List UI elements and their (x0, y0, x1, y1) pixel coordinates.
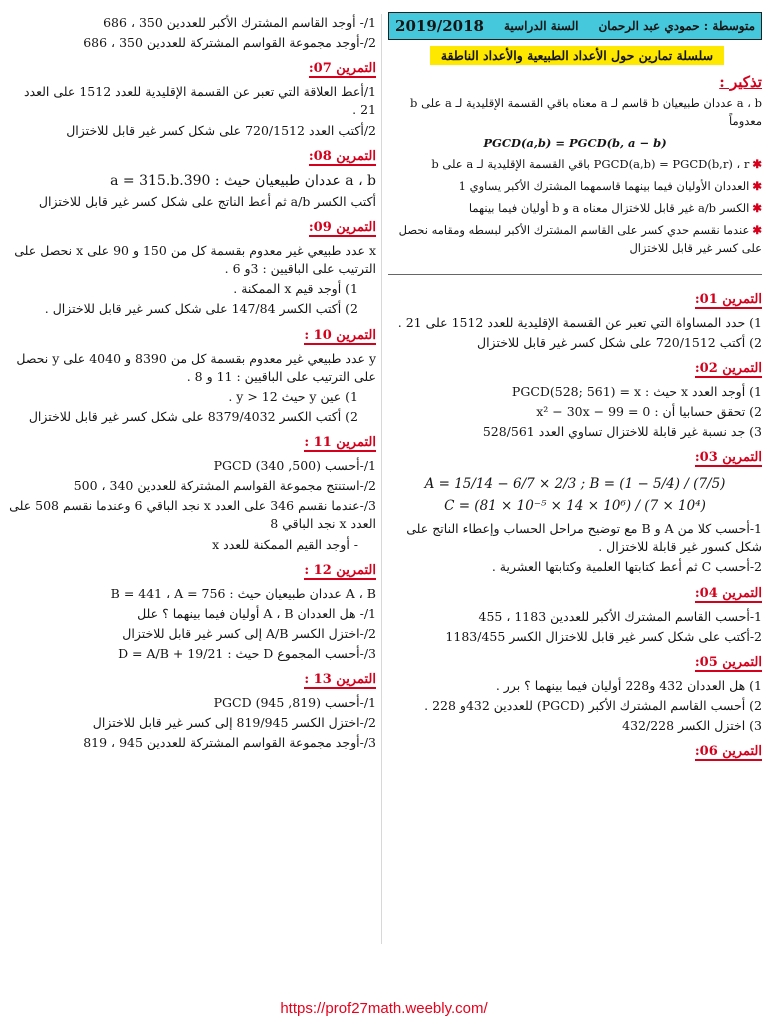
exercise-line: 2) أكتب 720/1512 على شكل كسر غير قابل للاختزال (477, 334, 762, 350)
exercise-line: 1) أوجد العدد x حيث : PGCD(528; 561) = x (511, 383, 762, 399)
exercise-02 (388, 354, 762, 441)
reminder-line: a ، b عددان طبيعيان b قاسم لـ a معناه باقي القسمة الإقليدية لـ a على b معدوماً (410, 96, 762, 128)
exercise-title: التمرين 09: (308, 220, 376, 236)
exercise-title: التمرين 05: (694, 654, 762, 670)
left-column (6, 12, 376, 755)
exercise-line: 3/-أوجد مجموعة القواسم المشتركة للعددين 945 ، 819 (83, 735, 376, 751)
exercise-06-items (6, 14, 376, 52)
exercise-line: 1/أعط العلاقة التي تعبر عن القسمة الإقليدية للعدد 1512 على العدد 21 . (23, 84, 376, 118)
exercise-title: التمرين 06: (694, 744, 762, 760)
exercise-line: 3/-عندما نقسم 346 على العدد x نجد الباقي 6 وعندما نقسم 508 على العدد x نجد الباقي 8 (9, 498, 376, 532)
exercise-line: 2/-استنتج مجموعة القواسم المشتركة للعددين 340 ، 500 (73, 478, 376, 494)
star-icon: ✱ (752, 222, 762, 237)
exercise-title: التمرين 04: (694, 585, 762, 601)
footer-link[interactable]: https://prof27math.weebly.com/ (280, 1000, 488, 1017)
reminder-formula: PGCD(a,b) = PGCD(b, a − b) (483, 135, 667, 150)
exercise-line: 2-أحسب C ثم أعط كتابتها العلمية وكتابتها العشرية . (491, 559, 762, 575)
exercise-11 (6, 428, 376, 554)
reminder-line: ✱عندما نقسم حدي كسر على القاسم المشترك الأكبر لبسطه ومقامه نحصل على كسر غير قابل للاختزال (398, 222, 762, 255)
right-column (388, 12, 762, 764)
exercise-line: y عدد طبيعي غير معدوم بقسمة كل من 8390 و 4040 على y نحصل على الترتيب على الباقيين : 11 و 8 . (16, 350, 376, 384)
school-name: متوسطة : حمودي عبد الرحمان (598, 19, 755, 33)
exercise-04 (388, 579, 762, 646)
exercise-line: 1/-أحسب PGCD (340 ,500) (213, 458, 376, 474)
exercise-line: x عدد طبيعي غير معدوم بقسمة كل من 150 و 90 على x نحصل على الترتيب على الباقيين : 3و 6 . (14, 243, 376, 277)
exercise-01 (388, 285, 762, 352)
exercise-title: التمرين 08: (308, 148, 376, 164)
exercise-09 (6, 213, 376, 319)
exercise-03 (388, 443, 762, 576)
exercise-line: 1-أحسب القاسم المشترك الأكبر للعددين 1183 ، 455 (478, 608, 762, 624)
exercise-08 (6, 142, 376, 211)
exercise-title: التمرين 07: (308, 61, 376, 77)
exercise-line: 1/- هل العددان A ، B أوليان فيما بينهما ؟ علل (137, 605, 376, 621)
exercise-title: التمرين 03: (694, 450, 762, 466)
exercise-title: التمرين 02: (694, 360, 762, 376)
column-separator (381, 14, 382, 944)
exercise-line: 2) أكتب الكسر 8379/4032 على شكل كسر غير قابل للاختزال (28, 408, 358, 424)
exercise-line: 3) جد نسبة غير قابلة للاختزال تساوي العدد 528/561 (482, 424, 762, 439)
exercise-line: - أوجد القيم الممكنة للعدد x (212, 536, 358, 552)
exercise-line: 1) أوجد قيم x الممكنة . (233, 281, 358, 297)
exercise-line: 2/-اختزل الكسر 819/945 إلى كسر غير قابل للاختزال (92, 715, 376, 731)
reminder-heading: تذكير : (719, 73, 762, 91)
exercise-title: التمرين 12 : (304, 562, 376, 578)
exercise-title: التمرين 01: (694, 291, 762, 307)
year-label: السنة الدراسية (504, 19, 579, 33)
exercise-line: 1-أحسب كلا من A و B مع توضيح مراحل الحساب وإعطاء الناتج على شكل كسور غير قابلة للاختزال . (406, 521, 762, 555)
formula-a-b: A = 15/14 − 6/7 × 2/3 ; B = (1 − 5/4) / (7/5) (424, 476, 726, 493)
formula-c: C = (81 × 10⁻⁵ × 14 × 10⁶) / (7 × 10⁴) (444, 498, 706, 515)
exercise-13 (6, 665, 376, 752)
exercise-line: 1) عين y حيث y > 12 . (228, 388, 358, 404)
star-icon: ✱ (752, 179, 762, 194)
exercise-07 (6, 54, 376, 139)
exercise-line: 1) هل العددان 432 و228 أوليان فيما بينهما ؟ برر . (495, 677, 762, 693)
exercise-line: 2-أكتب على شكل كسر غير قابل للاختزال الكسر 1183/455 (445, 628, 762, 644)
header-box (388, 12, 762, 40)
school-year: 2019/2018 (395, 17, 484, 35)
exercise-line: 3) اختزل الكسر 432/228 (622, 718, 762, 733)
exercise-05 (388, 648, 762, 735)
series-title: سلسلة تمارين حول الأعداد الطبيعية والأعداد الناطقة (430, 46, 724, 65)
exercise-line: 2/-اختزل الكسر A/B إلى كسر غير قابل للاختزال (122, 625, 376, 641)
reminder-line: ✱الكسر a/b غير قابل للاختزال معناه a و b أوليان فيما بينهما (468, 201, 762, 216)
exercise-line: 2) أحسب القاسم المشترك الأكبر (PGCD) للعددين 432و 228 . (424, 697, 762, 713)
horizontal-divider (388, 274, 762, 275)
exercise-line: 2/-أوجد مجموعة القواسم المشتركة للعددين 350 ، 686 (83, 35, 376, 51)
exercise-line: 2) أكتب الكسر 147/84 على شكل كسر غير قابل للاختزال . (44, 301, 358, 317)
exercise-line: 2) تحقق حسابيا أن : x² − 30x − 99 = 0 (536, 403, 762, 419)
exercise-line: 1/-أحسب PGCD (945 ,819) (213, 695, 376, 711)
exercise-line: 3/-أحسب المجموع D حيث : D = A/B + 19/21 (118, 646, 376, 662)
exercise-line: 2/أكتب العدد 720/1512 على شكل كسر غير قابل للاختزال (66, 122, 376, 138)
exercise-line: 1) حدد المساواة التي تعبر عن القسمة الإقليدية للعدد 1512 على 21 . (397, 314, 762, 330)
star-icon: ✱ (752, 157, 762, 172)
exercise-line: a ، b عددان طبيعيان حيث : 390.a = 315.b (110, 172, 376, 189)
exercise-06-heading (388, 737, 762, 764)
exercise-10 (6, 321, 376, 427)
reminder-section (388, 95, 762, 258)
exercise-12 (6, 556, 376, 664)
exercise-line: أكتب الكسر a/b ثم أعط الناتج على شكل كسر غير قابل للاختزال (38, 193, 376, 209)
reminder-line: ✱PGCD(a,b) = PGCD(b,r) ، r باقي القسمة الإقليدية لـ a على b (431, 157, 762, 172)
star-icon: ✱ (752, 201, 762, 216)
exercise-title: التمرين 13 : (304, 672, 376, 688)
exercise-title: التمرين 10 : (304, 327, 376, 343)
exercise-title: التمرين 11 : (304, 435, 376, 451)
exercise-line: 1/- أوجد القاسم المشترك الأكبر للعددين 350 ، 686 (103, 15, 376, 30)
exercise-line: A ، B عددان طبيعيان حيث : B = 441 ، A = 756 (110, 585, 376, 601)
reminder-line: ✱العددان الأوليان فيما بينهما قاسمهما المشترك الأكبر يساوي 1 (458, 179, 762, 194)
